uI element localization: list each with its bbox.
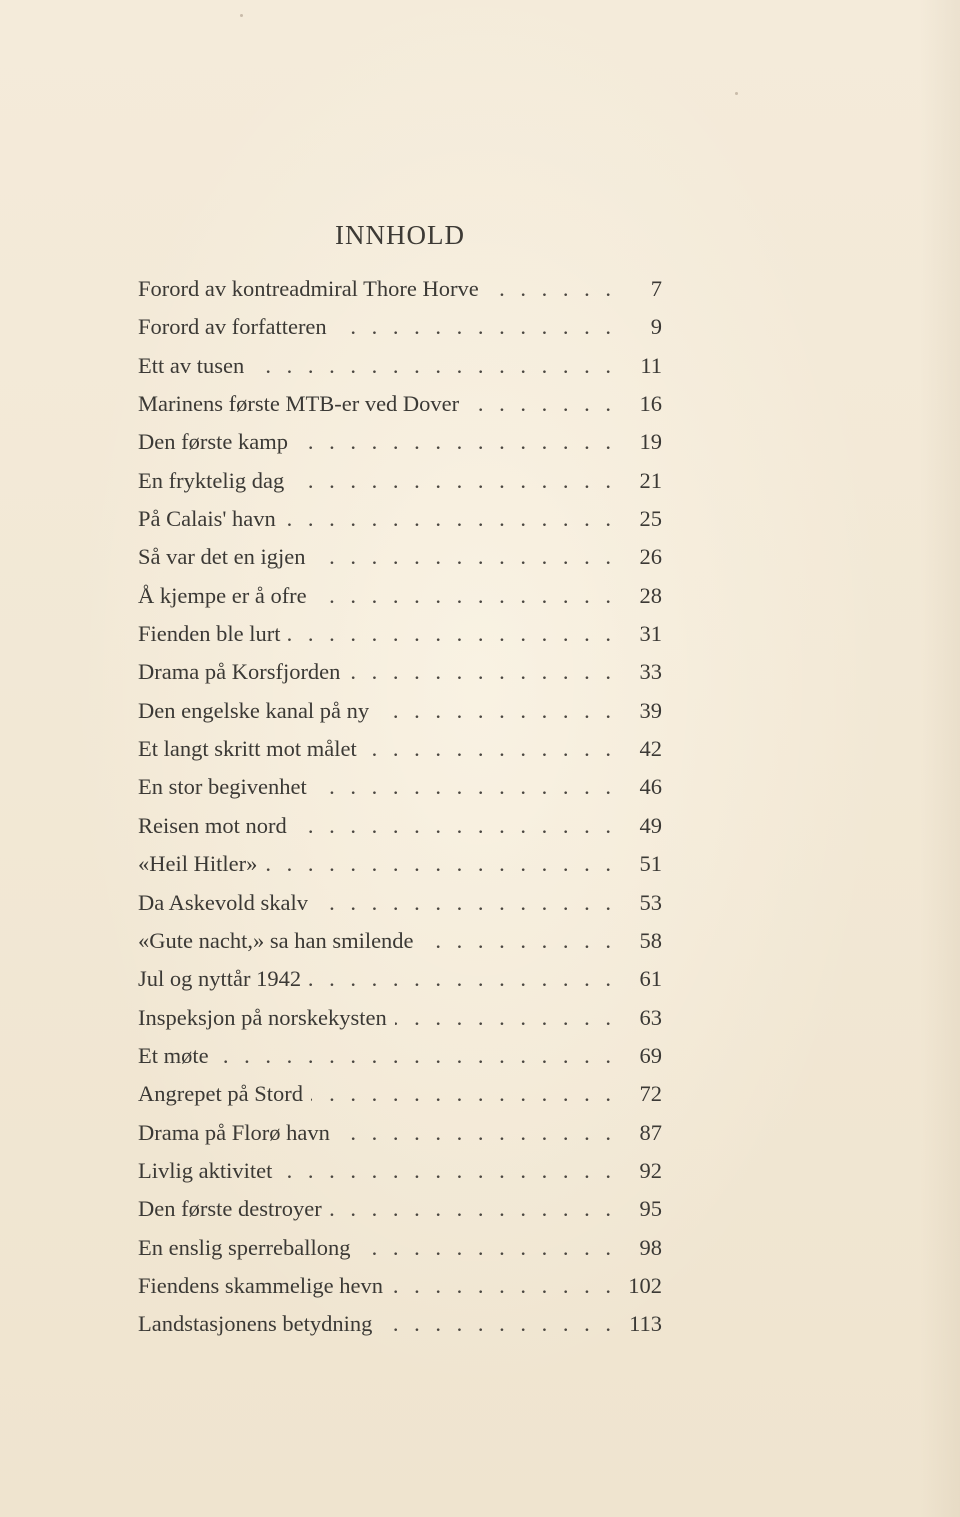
dot-leader bbox=[316, 890, 616, 916]
toc-entry-title: En fryktelig dag bbox=[138, 467, 285, 493]
dot-leader bbox=[315, 774, 616, 800]
toc-page-number: 92 bbox=[639, 1157, 662, 1183]
toc-entry bbox=[138, 813, 662, 851]
toc-page-number: 26 bbox=[639, 544, 662, 570]
toc-page-number: 69 bbox=[639, 1042, 662, 1068]
toc-entry-title: Reisen mot nord bbox=[138, 812, 287, 838]
toc-page-number: 21 bbox=[639, 467, 662, 493]
toc-entry bbox=[138, 774, 662, 812]
toc-entry bbox=[138, 1081, 662, 1119]
toc-entry-title: Jul og nyttår 1942 bbox=[138, 966, 302, 992]
toc-page-number: 42 bbox=[639, 736, 662, 762]
dot-leader bbox=[338, 1120, 616, 1146]
toc-entry-title: En stor begivenhet bbox=[138, 774, 307, 800]
toc-page-number: 9 bbox=[650, 314, 662, 340]
toc-entry bbox=[138, 1005, 662, 1043]
toc-entry-title: Da Askevold skalv bbox=[138, 889, 308, 915]
dot-leader bbox=[335, 314, 616, 340]
toc-page-number: 31 bbox=[639, 621, 662, 647]
toc-page-number: 63 bbox=[639, 1004, 662, 1030]
dot-leader bbox=[296, 429, 616, 455]
dot-leader bbox=[315, 583, 616, 609]
toc-page-number: 16 bbox=[639, 391, 662, 417]
dot-leader bbox=[467, 391, 616, 417]
table-of-contents bbox=[138, 276, 662, 1350]
toc-entry-title: Ett av tusen bbox=[138, 352, 245, 378]
dot-leader bbox=[395, 1005, 616, 1031]
toc-entry bbox=[138, 1273, 662, 1311]
toc-entry-title: Fiendens skammelige hevn bbox=[138, 1272, 383, 1298]
dot-leader bbox=[265, 851, 616, 877]
toc-entry bbox=[138, 659, 662, 697]
toc-entry bbox=[138, 1158, 662, 1196]
toc-entry bbox=[138, 966, 662, 1004]
toc-entry-title: «Heil Hitler» bbox=[138, 851, 258, 877]
toc-entry-title: Den første kamp bbox=[138, 429, 288, 455]
dot-leader bbox=[348, 659, 616, 685]
toc-page-number: 72 bbox=[639, 1081, 662, 1107]
toc-page-number: 25 bbox=[639, 506, 662, 532]
dot-leader bbox=[422, 928, 616, 954]
toc-entry-title: Marinens første MTB-er ved Dover bbox=[138, 391, 460, 417]
toc-page-number: 39 bbox=[639, 697, 662, 723]
toc-page-number: 61 bbox=[639, 966, 662, 992]
toc-entry bbox=[138, 890, 662, 928]
toc-entry bbox=[138, 621, 662, 659]
toc-entry-title: Et møte bbox=[138, 1042, 209, 1068]
toc-entry bbox=[138, 468, 662, 506]
toc-entry bbox=[138, 583, 662, 621]
page-edge-shadow bbox=[920, 0, 960, 1517]
toc-page-number: 46 bbox=[639, 774, 662, 800]
dot-leader bbox=[284, 506, 616, 532]
dot-leader bbox=[280, 1158, 616, 1184]
dot-leader bbox=[313, 544, 616, 570]
toc-entry-title: «Gute nacht,» sa han smilende bbox=[138, 927, 414, 953]
toc-entry bbox=[138, 429, 662, 467]
dot-leader bbox=[292, 468, 616, 494]
toc-entry-title: Forord av forfatteren bbox=[138, 314, 327, 340]
dot-leader bbox=[288, 621, 616, 647]
toc-entry bbox=[138, 928, 662, 966]
toc-entry bbox=[138, 1235, 662, 1273]
toc-page-number: 102 bbox=[628, 1272, 662, 1298]
toc-entry-title: Drama på Korsfjorden bbox=[138, 659, 341, 685]
toc-entry-title: Et langt skritt mot målet bbox=[138, 736, 357, 762]
dot-leader bbox=[487, 276, 616, 302]
dot-leader bbox=[295, 813, 616, 839]
toc-entry bbox=[138, 544, 662, 582]
toc-entry-title: Livlig aktivitet bbox=[138, 1157, 273, 1183]
toc-entry bbox=[138, 506, 662, 544]
toc-entry bbox=[138, 736, 662, 774]
toc-page-number: 51 bbox=[639, 851, 662, 877]
toc-page-number: 58 bbox=[639, 927, 662, 953]
toc-entry bbox=[138, 698, 662, 736]
dot-leader bbox=[252, 353, 616, 379]
toc-entry-title: På Calais' havn bbox=[138, 506, 276, 532]
toc-page-number: 113 bbox=[629, 1311, 662, 1337]
toc-entry-title: Så var det en igjen bbox=[138, 544, 306, 570]
toc-entry bbox=[138, 1196, 662, 1234]
toc-entry-title: Inspeksjon på norskekysten bbox=[138, 1004, 387, 1030]
dot-leader bbox=[330, 1196, 616, 1222]
dot-leader bbox=[358, 1235, 616, 1261]
toc-page-number: 19 bbox=[639, 429, 662, 455]
toc-entry bbox=[138, 353, 662, 391]
toc-page-number: 7 bbox=[650, 276, 662, 301]
toc-entry bbox=[138, 851, 662, 889]
toc-entry bbox=[138, 276, 662, 314]
toc-page-number: 98 bbox=[639, 1234, 662, 1260]
toc-page-number: 28 bbox=[639, 582, 662, 608]
dot-leader bbox=[217, 1043, 616, 1069]
toc-entry-title: En enslig sperreballong bbox=[138, 1234, 351, 1260]
toc-page-number: 33 bbox=[639, 659, 662, 685]
dot-leader bbox=[380, 1311, 616, 1337]
toc-entry bbox=[138, 1043, 662, 1081]
page-title: INNHOLD bbox=[335, 220, 465, 250]
toc-entry-title: Drama på Florø havn bbox=[138, 1119, 330, 1145]
toc-entry-title: Angrepet på Stord bbox=[138, 1081, 303, 1107]
toc-entry bbox=[138, 391, 662, 429]
toc-entry-title: Den engelske kanal på ny bbox=[138, 697, 370, 723]
dot-leader bbox=[309, 966, 616, 992]
paper-speck bbox=[735, 92, 738, 95]
dot-leader bbox=[365, 736, 616, 762]
toc-page-number: 53 bbox=[639, 889, 662, 915]
toc-entry bbox=[138, 314, 662, 352]
dot-leader bbox=[377, 698, 616, 724]
toc-page-number: 11 bbox=[640, 352, 662, 378]
toc-page-number: 87 bbox=[639, 1119, 662, 1145]
toc-entry bbox=[138, 1311, 662, 1349]
toc-entry-title: Den første destroyer bbox=[138, 1196, 322, 1222]
toc-page-number: 95 bbox=[639, 1196, 662, 1222]
toc-entry bbox=[138, 1120, 662, 1158]
toc-page-number: 49 bbox=[639, 812, 662, 838]
paper-speck bbox=[240, 14, 243, 17]
dot-leader bbox=[311, 1081, 616, 1107]
dot-leader bbox=[391, 1273, 616, 1299]
toc-entry-title: Fienden ble lurt bbox=[138, 621, 281, 647]
toc-entry-title: Å kjempe er å ofre bbox=[138, 582, 307, 608]
toc-entry-title: Landstasjonens betydning bbox=[138, 1311, 373, 1337]
toc-entry-title: Forord av kontreadmiral Thore Horve bbox=[138, 276, 479, 301]
